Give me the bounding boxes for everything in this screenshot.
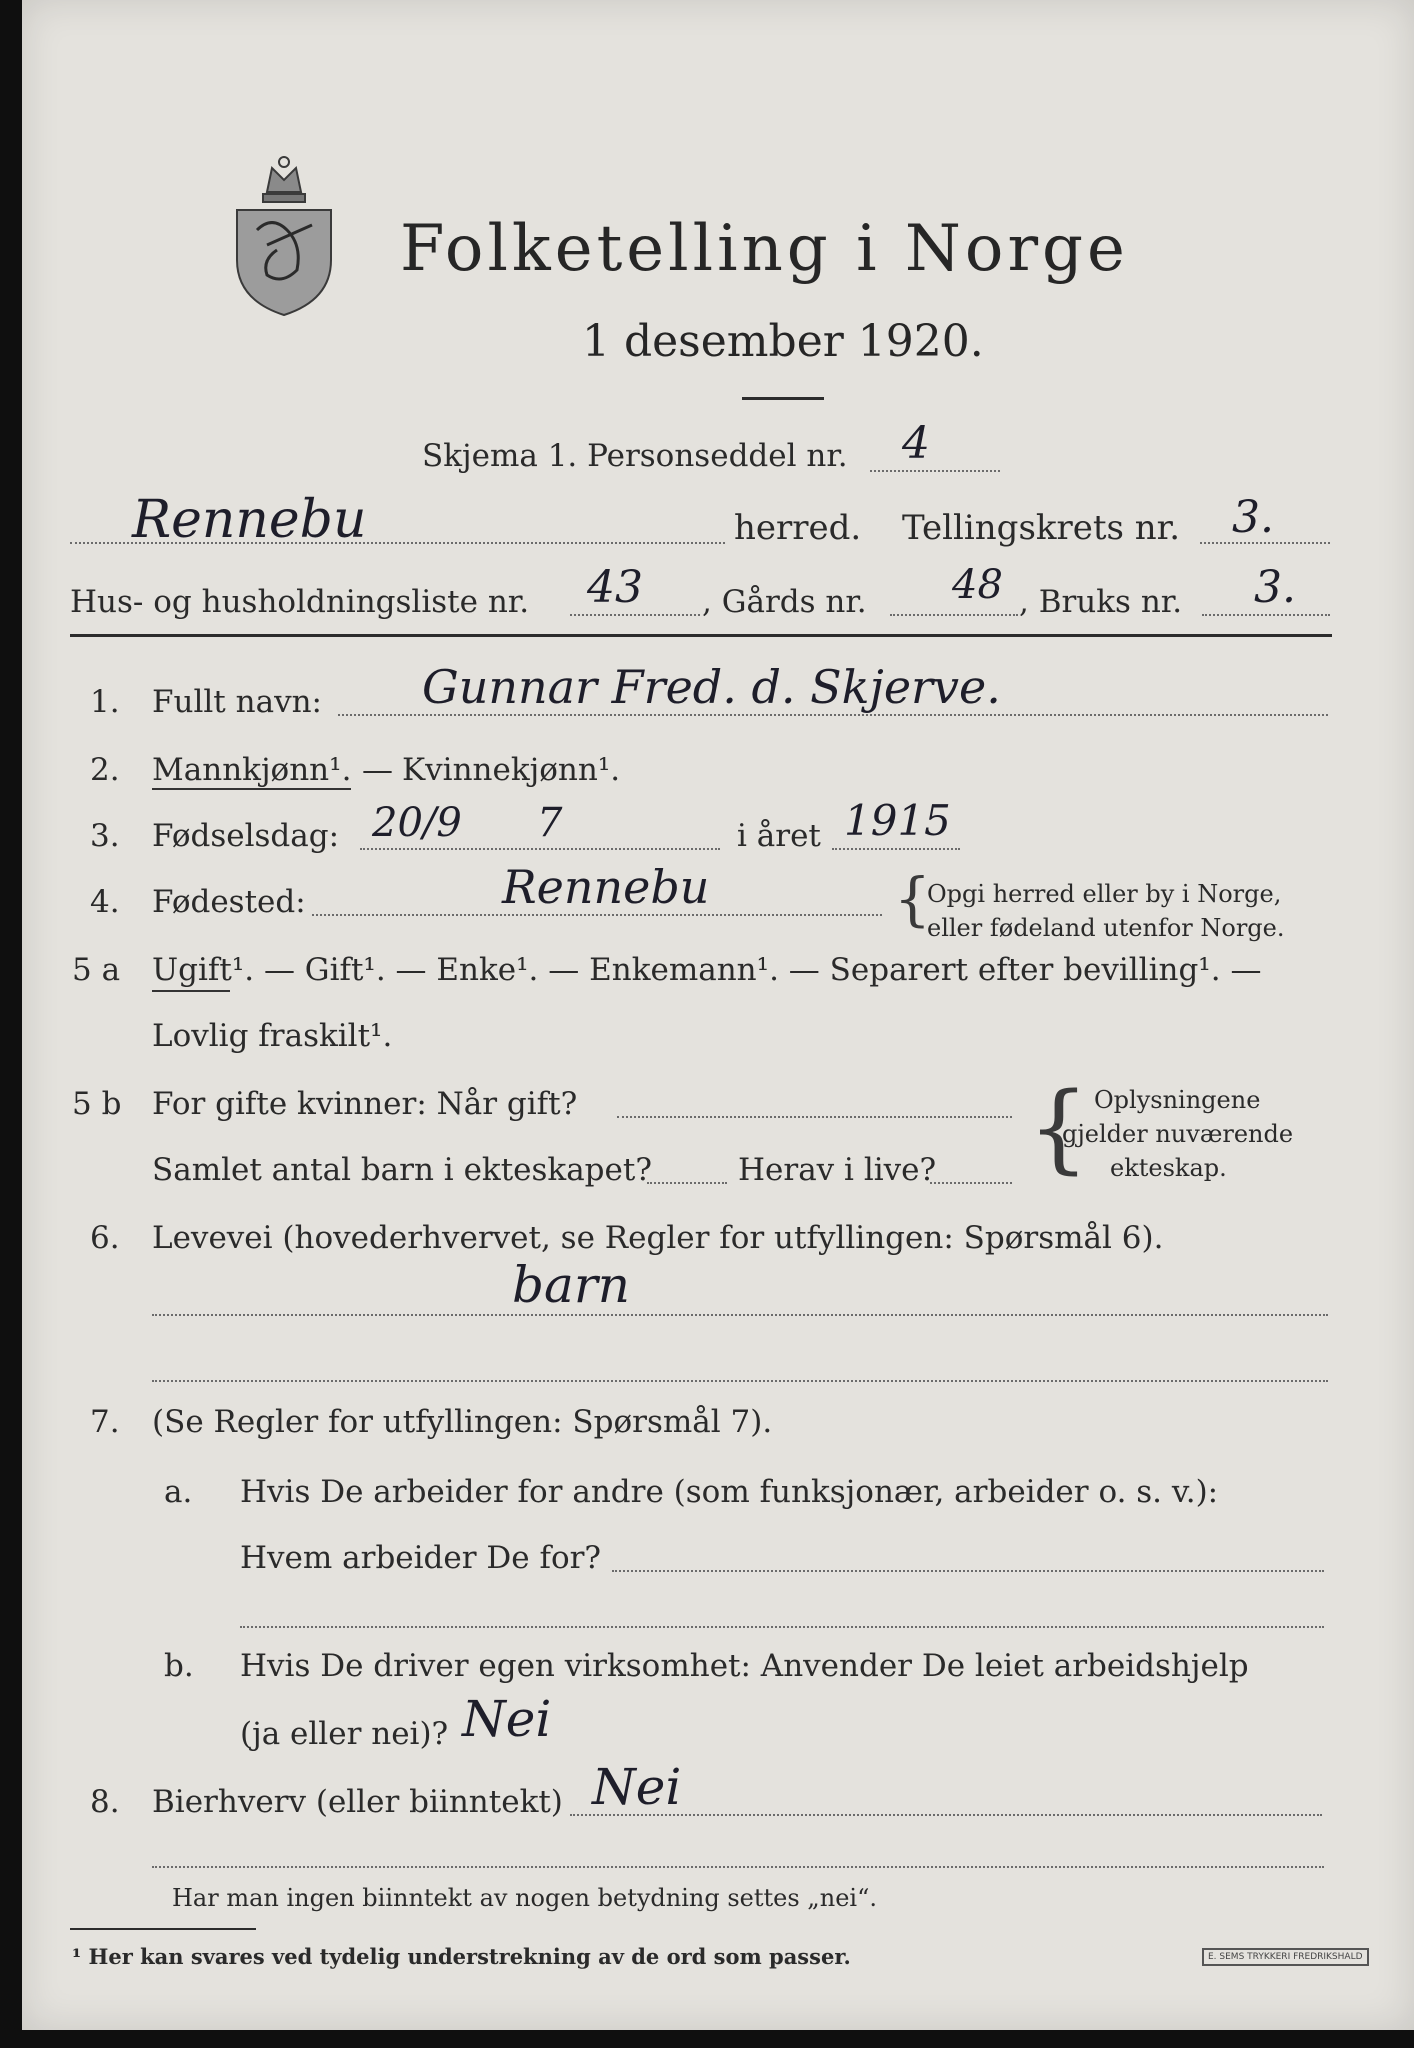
q6-occupation-value: barn bbox=[512, 1256, 630, 1314]
husholdningsliste-value: 43 bbox=[587, 562, 643, 613]
q1-label: Fullt navn: bbox=[152, 684, 322, 720]
q7a-answer-line2 bbox=[240, 1626, 1324, 1628]
q3-label: Fødselsdag: bbox=[152, 818, 340, 854]
printer-stamp: E. SEMS TRYKKERI FREDRIKSHALD bbox=[1202, 1948, 1369, 1966]
q4-note-line2: eller fødeland utenfor Norge. bbox=[927, 914, 1285, 942]
census-date: 1 desember 1920. bbox=[582, 316, 984, 367]
q6-line1 bbox=[152, 1314, 1328, 1316]
q5a-ugift-underline bbox=[152, 990, 230, 992]
bruks-label: , Bruks nr. bbox=[1019, 584, 1183, 620]
q6-line2 bbox=[152, 1380, 1328, 1382]
q5b-children-line bbox=[647, 1182, 727, 1184]
q7-number: 7. bbox=[90, 1404, 120, 1440]
form-title: Folketelling i Norge bbox=[400, 212, 1129, 286]
herred-line bbox=[70, 542, 725, 544]
q5a-number: 5 a bbox=[72, 952, 121, 988]
footnote: ¹ Her kan svares ved tydelig understrekning av de ord som passer. bbox=[72, 1944, 851, 1969]
q7a-question-line1: Hvis De arbeider for andre (som funksjonær, arbeider o. s. v.): bbox=[240, 1474, 1219, 1510]
q5b-children-label: Samlet antal barn i ekteskapet? bbox=[152, 1152, 652, 1188]
q8-line bbox=[570, 1814, 1322, 1816]
tellingskrets-label: Tellingskrets nr. bbox=[902, 508, 1181, 548]
q3-number: 3. bbox=[90, 818, 120, 854]
q8-number: 8. bbox=[90, 1784, 120, 1820]
q5b-married-when-label: For gifte kvinner: Når gift? bbox=[152, 1086, 578, 1122]
q4-label: Fødested: bbox=[152, 884, 306, 920]
tellingskrets-value: 3. bbox=[1232, 492, 1274, 543]
q5b-alive-label: Herav i live? bbox=[738, 1152, 937, 1188]
bottom-note: Har man ingen biinntekt av nogen betydning settes „nei“. bbox=[172, 1884, 877, 1912]
header-separator bbox=[70, 634, 1332, 637]
norwegian-coat-of-arms-icon bbox=[227, 150, 342, 320]
q5b-note-line3: ekteskap. bbox=[1110, 1154, 1227, 1182]
bruks-value: 3. bbox=[1254, 562, 1296, 613]
gards-label: , Gårds nr. bbox=[702, 584, 867, 620]
q4-line bbox=[312, 914, 882, 916]
q1-number: 1. bbox=[90, 684, 120, 720]
q3-year-label: i året bbox=[737, 818, 821, 854]
gards-line bbox=[890, 614, 1018, 616]
skjema-nr-line bbox=[870, 470, 1000, 472]
q6-number: 6. bbox=[90, 1220, 120, 1256]
herred-name-value: Rennebu bbox=[132, 490, 367, 550]
q4-note-brace: { bbox=[894, 865, 931, 933]
q7b-answer-value: Nei bbox=[462, 1690, 552, 1748]
q5b-note-line2: gjelder nuværende bbox=[1062, 1120, 1294, 1148]
q7b-question-line2: (ja eller nei)? bbox=[240, 1716, 449, 1752]
q3-day-line bbox=[360, 848, 720, 850]
q8-label: Bierhverv (eller biinntekt) bbox=[152, 1784, 563, 1820]
census-form-sheet bbox=[22, 0, 1414, 2030]
q2-male-option-underlined: Mannkjønn¹. bbox=[152, 752, 352, 788]
q7b-letter: b. bbox=[164, 1648, 194, 1684]
skjema-nr-value: 4 bbox=[902, 418, 930, 469]
footnote-rule bbox=[70, 1928, 256, 1930]
q8-line2 bbox=[152, 1866, 1324, 1868]
q3-extra-mark: 7 bbox=[537, 800, 563, 846]
q5a-options-line1: Ugift¹. — Gift¹. — Enke¹. — Enkemann¹. — Separert efter bevilling¹. — bbox=[152, 952, 1262, 988]
q3-birthday-value: 20/9 bbox=[372, 800, 462, 846]
q8-answer-value: Nei bbox=[592, 1758, 682, 1816]
q4-birthplace-value: Rennebu bbox=[502, 860, 710, 914]
q7a-answer-line1 bbox=[612, 1570, 1324, 1572]
q5a-options-line2: Lovlig fraskilt¹. bbox=[152, 1018, 393, 1054]
q4-note-line1: Opgi herred eller by i Norge, bbox=[927, 880, 1282, 908]
q1-line bbox=[338, 714, 1328, 716]
herred-label: herred. bbox=[734, 508, 862, 548]
bruks-line bbox=[1202, 614, 1330, 616]
gards-value: 48 bbox=[952, 562, 1003, 608]
q5b-number: 5 b bbox=[72, 1086, 122, 1122]
husholdningsliste-label: Hus- og husholdningsliste nr. bbox=[70, 584, 530, 620]
q7-label: (Se Regler for utfyllingen: Spørsmål 7). bbox=[152, 1404, 773, 1440]
q1-full-name-value: Gunnar Fred. d. Skjerve. bbox=[422, 660, 1001, 714]
q7a-question-line2: Hvem arbeider De for? bbox=[240, 1540, 602, 1576]
q2-number: 2. bbox=[90, 752, 120, 788]
q5b-alive-line bbox=[930, 1182, 1012, 1184]
q7a-letter: a. bbox=[164, 1474, 193, 1510]
q6-label: Levevei (hovederhvervet, se Regler for utfyllingen: Spørsmål 6). bbox=[152, 1220, 1164, 1256]
q2-female-option: Kvinnekjønn¹. bbox=[402, 752, 621, 788]
q5b-married-when-line bbox=[617, 1116, 1012, 1118]
q5b-note-brace: { bbox=[1028, 1072, 1090, 1184]
q5b-note-line1: Oplysningene bbox=[1094, 1086, 1261, 1114]
q2-separator: — bbox=[362, 752, 393, 788]
skjema-label: Skjema 1. Personseddel nr. bbox=[422, 438, 848, 474]
q4-number: 4. bbox=[90, 884, 120, 920]
title-divider bbox=[742, 397, 824, 400]
q3-year-line bbox=[832, 848, 960, 850]
husholdningsliste-line bbox=[570, 614, 700, 616]
q7b-question-line1: Hvis De driver egen virksomhet: Anvender De leiet arbeidshjelp bbox=[240, 1648, 1249, 1684]
q3-birth-year-value: 1915 bbox=[844, 796, 951, 845]
